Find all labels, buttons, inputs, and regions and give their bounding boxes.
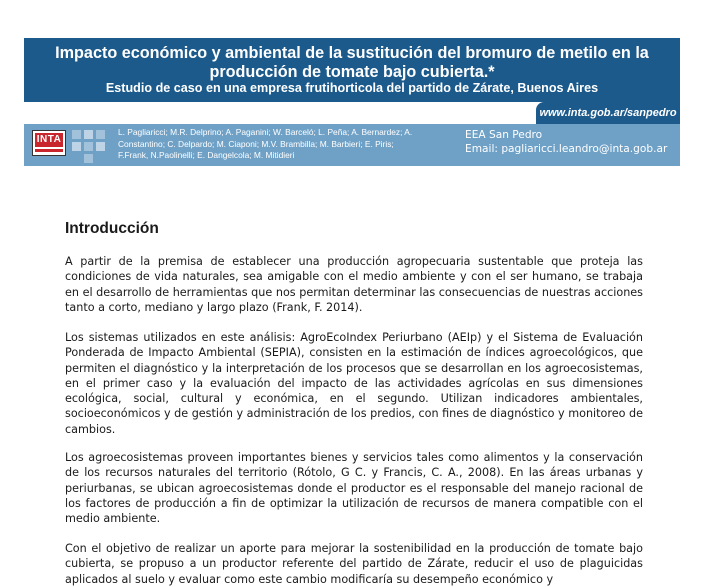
decor-square [84,130,93,139]
institution-name: EEA San Pedro [465,129,543,141]
section-heading: Introducción [65,220,159,237]
paper-title: Impacto económico y ambiental de la sustitución del bromuro de metilo en la producción de tomate bajo cubierta.* [55,44,649,81]
paragraph-4: Con el objetivo de realizar un aporte para mejorar la sostenibilidad en la producción de tomate bajo cubierta, se propuso a un productor referente del partido de Zárate, reducir el uso de plaguicidas aplicados al suelo y evaluar como este cambio modificaría su desempeño económico y [65,542,643,586]
paragraph-3: Los agroecosistemas proveen importantes bienes y servicios tales como alimentos y la conservación de los recursos naturales del territorio (Rótolo, G C. y Francis, C. A., 2008). En las áreas urbanas y periurbanas, se ubican agroecosistemas donde el productor es el responsable del manejo racional de los factores de producción a fin de optimizar la utilización de recursos de manera compatible con el medio ambiente. [65,451,643,526]
contact-block [465,128,680,156]
author-list: L. Pagliaricci; M.R. Delprino; A. Paganini; W. Barceló; L. Peña; A. Bernardez; A. Constantino; C. Delpardo; M. Ciaponi; M.V. Brambilla; M. Barbieri; E. Piris; F.Frank, N.Paolinelli; E. Dangelcola; M. Mitidieri [118,127,413,160]
contact-email[interactable]: Email: pagliaricci.leandro@inta.gob.ar [465,143,668,155]
paper-subtitle: Estudio de caso en una empresa frutihorticola del partido de Zárate, Buenos Aires [105,81,599,95]
paragraph-1: A partir de la premisa de establecer una producción agropecuaria sustentable que proteja las condiciones de vida naturales, sea amigable con el medio ambiente y con el ser humano, se trabaja en el desarrollo de herramientas que nos permitan determinar las consecuencias de nuestras acciones tanto a corto, mediano y largo plazo (Frank, F. 2014). [65,255,643,314]
paragraph-2: Los sistemas utilizados en este análisis: AgroEcoIndex Periurbano (AEIp) y el Sistema de Evaluación Ponderada de Impacto Ambiental (SEPIA), consisten en la estimación de índices agroecológicos, que permiten el diagnóstico y la interpretación de los procesos que se desarrollan en los agroecosistemas, en el primer caso y la evaluación del impacto de las actividades agrícolas en sus dimensiones ecológica, social, cultural y económica, en el segundo. Utilizan indicadores ambientales, socioeconómicos y de gestión y administración de los predios, con fines de diagnóstico y monitoreo de cambios. [65,331,644,436]
decor-square [84,142,93,151]
website-link[interactable]: www.inta.gob.ar/sanpedro [536,102,680,124]
decor-square [84,154,93,163]
inta-logo [32,130,66,156]
decor-square [96,142,105,151]
logo-stripe [35,149,63,152]
decor-square [96,130,105,139]
decor-square [72,142,81,151]
inta-logo-text: INTA [36,134,62,145]
decor-square [72,130,81,139]
